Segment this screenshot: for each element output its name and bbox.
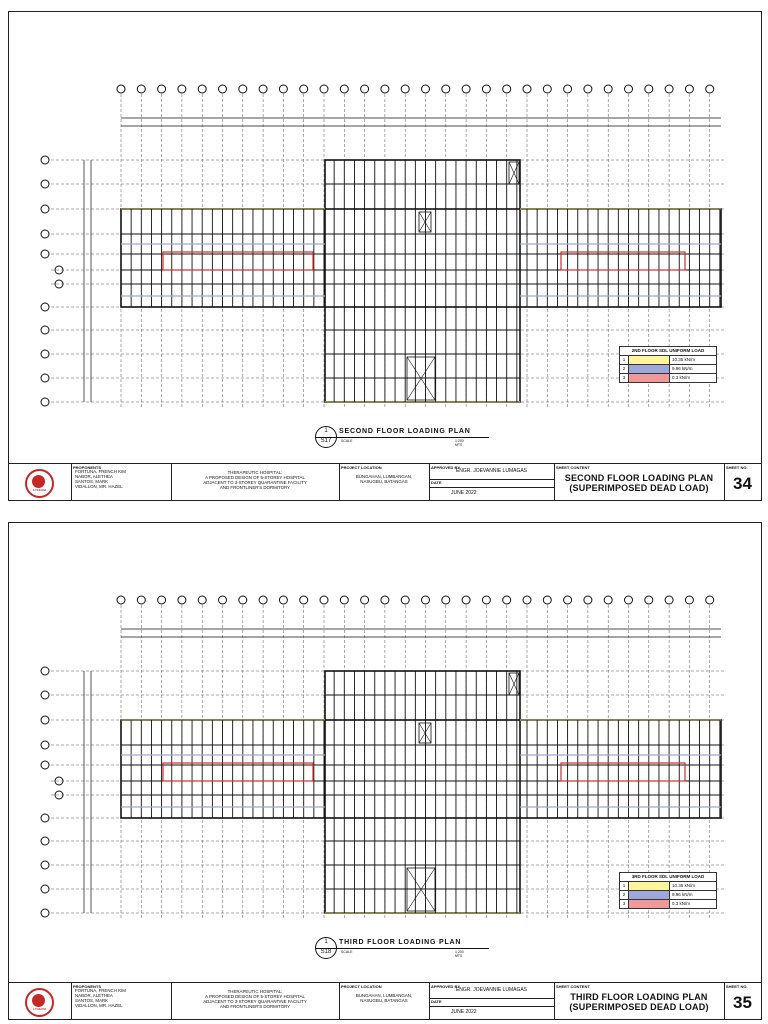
sheet-subtitle: (SUPERIMPOSED DEAD LOAD) — [569, 483, 709, 493]
grid-bubble — [462, 85, 470, 93]
approved-label: APPROVED BY — [431, 984, 461, 989]
corridor-load — [561, 252, 685, 270]
grid-bubble — [239, 596, 247, 604]
approved-value: ENGR. JOEVANNIE LUMAGAS — [455, 987, 528, 993]
legend-row — [620, 356, 716, 365]
approved-value: ENGR. JOEVANNIE LUMAGAS — [455, 468, 528, 474]
grid-bubble — [178, 596, 186, 604]
grid-bubble — [158, 596, 166, 604]
grid-bubble — [219, 596, 227, 604]
proponent: SANTOS, MARK — [75, 998, 109, 1003]
title-block — [9, 982, 761, 1019]
grid-bubble — [41, 205, 49, 213]
proponent: VIDALLON, MR. HAZEL — [75, 484, 123, 489]
project-line: ADJACENT TO 3-STOREY QUARANTINE FACILITY — [203, 999, 307, 1004]
legend-value: 0.3 kN/m — [672, 375, 691, 380]
legend-swatch — [629, 365, 670, 373]
grid-bubble — [401, 85, 409, 93]
sheet-no-cell — [724, 983, 761, 1019]
university-logo: LYCEUM — [25, 988, 54, 1017]
grid-bubble — [41, 230, 49, 238]
sheet-no-cell — [724, 464, 761, 500]
approved-label: APPROVED BY — [431, 465, 461, 470]
legend-index: 1 — [620, 882, 629, 890]
legend-row — [620, 374, 716, 382]
grid-bubble — [300, 85, 308, 93]
grid-bubble — [41, 156, 49, 164]
sheet-no-label: SHEET NO. — [726, 465, 748, 470]
grid-bubble — [41, 374, 49, 382]
legend-index: 2 — [620, 365, 629, 373]
grid-bubble — [117, 596, 125, 604]
grid-bubble — [239, 85, 247, 93]
grid-bubble — [137, 596, 145, 604]
grid-bubble — [198, 85, 206, 93]
project-cell — [171, 464, 340, 500]
proponents-label: PROPONENTS — [73, 465, 102, 470]
legend-row — [620, 882, 716, 891]
grid-bubble — [259, 596, 267, 604]
grid-bubble — [320, 596, 328, 604]
grid-bubble — [259, 85, 267, 93]
university-logo: LYCEUM — [25, 469, 54, 498]
grid-bubble — [543, 85, 551, 93]
grid-bubble — [503, 596, 511, 604]
legend-swatch — [629, 882, 670, 890]
sheet-no-label: SHEET NO. — [726, 984, 748, 989]
project-line: THERAPEUTIC HOSPITAL: — [227, 989, 283, 994]
legend-index: 2 — [620, 891, 629, 899]
grid-bubble — [41, 398, 49, 406]
sheet-number: 35 — [733, 993, 752, 1012]
floor-plan-drawing — [9, 523, 761, 983]
grid-bubble — [442, 85, 450, 93]
grid-bubble — [523, 596, 531, 604]
grid-bubble — [340, 596, 348, 604]
grid-bubble — [300, 596, 308, 604]
grid-bubble — [381, 85, 389, 93]
plan-reference-bubble — [315, 426, 337, 448]
grid-bubble — [482, 85, 490, 93]
proponent: FORTUNA, FRENCH KIM — [75, 988, 126, 993]
grid-bubble — [685, 85, 693, 93]
proponent: VIDALLON, MR. HAZEL — [75, 1003, 123, 1008]
project-line: AND FRONTLINER'S DORMITORY — [219, 485, 291, 490]
plan-title: THIRD FLOOR LOADING PLAN — [339, 939, 462, 946]
grid-bubble — [41, 761, 49, 769]
grid-bubble — [401, 596, 409, 604]
proponent: NABOR, ALETHEA — [75, 993, 113, 998]
sheet-content-label: SHEET CONTENT — [556, 465, 590, 470]
grid-bubble — [523, 85, 531, 93]
scale-value: 1:200 MTS — [455, 950, 464, 958]
legend-title: 3RD FLOOR SDL UNIFORM LOAD — [620, 873, 716, 882]
proponents-cell — [71, 983, 172, 1019]
corridor-load — [163, 763, 313, 781]
grid-bubble — [41, 180, 49, 188]
load-legend — [619, 346, 717, 383]
grid-bubble — [41, 861, 49, 869]
grid-bubble — [543, 596, 551, 604]
grid-bubble — [482, 596, 490, 604]
logo-cell — [9, 464, 72, 500]
grid-bubble — [41, 885, 49, 893]
floor-plan-drawing — [9, 12, 761, 464]
date-label: DATE — [431, 480, 442, 485]
location-label: PROJECT LOCATION — [341, 984, 382, 989]
grid-bubble — [604, 85, 612, 93]
proponent: NABOR, ALETHEA — [75, 474, 113, 479]
grid-bubble — [665, 596, 673, 604]
grid-bubble — [503, 85, 511, 93]
sheet-content-cell — [554, 983, 725, 1019]
grid-bubble — [361, 596, 369, 604]
approval-cell — [429, 464, 555, 500]
proponent: FORTUNA, FRENCH KIM — [75, 469, 126, 474]
plan-number: 1 — [324, 939, 328, 945]
grid-bubble — [706, 596, 714, 604]
corridor-load — [561, 763, 685, 781]
grid-bubble — [41, 350, 49, 358]
date-value: JUNE 2022 — [451, 1009, 477, 1015]
grid-bubble — [462, 596, 470, 604]
proponents-cell — [71, 464, 172, 500]
grid-bubble — [625, 596, 633, 604]
grid-bubble — [41, 814, 49, 822]
sheet-subtitle: (SUPERIMPOSED DEAD LOAD) — [569, 1002, 709, 1012]
grid-bubble — [158, 85, 166, 93]
date-label: DATE — [431, 999, 442, 1004]
grid-bubble — [41, 909, 49, 917]
sheet-title: THIRD FLOOR LOADING PLAN — [570, 992, 708, 1002]
project-line: AND FRONTLINER'S DORMITORY — [219, 1004, 291, 1009]
grid-bubble — [706, 85, 714, 93]
location-line: NASUGBU, BATANGAS — [360, 479, 408, 484]
plan-ref: S18 — [316, 948, 336, 955]
grid-bubble — [604, 596, 612, 604]
grid-bubble — [442, 596, 450, 604]
project-line: A PROPOSED DESIGN OF 5-STOREY HOSPITAL — [205, 994, 305, 999]
plan-number: 1 — [324, 428, 328, 434]
drawing-sheet-2 — [8, 522, 762, 1020]
sheet-content-label: SHEET CONTENT — [556, 984, 590, 989]
grid-bubble — [361, 85, 369, 93]
grid-bubble — [645, 596, 653, 604]
grid-bubble — [137, 85, 145, 93]
legend-value: 9.96 kN/m — [672, 366, 693, 371]
grid-bubble — [422, 596, 430, 604]
proponents-label: PROPONENTS — [73, 984, 102, 989]
scale-value: 1:200 MTS — [455, 439, 464, 447]
scale-label: SCALE — [341, 950, 353, 954]
location-cell — [339, 464, 430, 500]
sheet-number: 34 — [733, 474, 752, 493]
grid-bubble — [219, 85, 227, 93]
grid-bubble — [422, 85, 430, 93]
grid-bubble — [564, 85, 572, 93]
legend-swatch — [629, 374, 670, 382]
grid-bubble — [41, 326, 49, 334]
grid-bubble — [178, 85, 186, 93]
location-label: PROJECT LOCATION — [341, 465, 382, 470]
grid-bubble — [685, 596, 693, 604]
grid-bubble — [198, 596, 206, 604]
grid-bubble — [625, 85, 633, 93]
project-line: THERAPEUTIC HOSPITAL: — [227, 470, 283, 475]
grid-bubble — [381, 596, 389, 604]
grid-bubble — [41, 691, 49, 699]
legend-swatch — [629, 356, 670, 364]
grid-bubble — [279, 85, 287, 93]
legend-row — [620, 900, 716, 908]
plan-title: SECOND FLOOR LOADING PLAN — [339, 428, 471, 435]
grid-bubble — [41, 741, 49, 749]
grid-bubble — [41, 837, 49, 845]
load-legend — [619, 872, 717, 909]
grid-bubble — [41, 716, 49, 724]
legend-row — [620, 365, 716, 374]
location-line: BUNGAHAN, LUMBANGAN, — [355, 474, 413, 479]
logo-cell — [9, 983, 72, 1019]
grid-bubble — [645, 85, 653, 93]
building-outline — [121, 720, 721, 818]
title-block — [9, 463, 761, 500]
date-value: JUNE 2022 — [451, 490, 477, 496]
sheet-content-cell — [554, 464, 725, 500]
grid-bubble — [584, 596, 592, 604]
legend-title: 2ND FLOOR SDL UNIFORM LOAD — [620, 347, 716, 356]
grid-bubble — [340, 85, 348, 93]
grid-bubble — [584, 85, 592, 93]
grid-bubble — [117, 85, 125, 93]
building-outline — [121, 209, 721, 307]
scale-label: SCALE — [341, 439, 353, 443]
corridor-load — [163, 252, 313, 270]
location-line: BUNGAHAN, LUMBANGAN, — [355, 993, 413, 998]
grid-bubble — [41, 250, 49, 258]
grid-bubble — [41, 667, 49, 675]
legend-swatch — [629, 900, 670, 908]
plan-ref: S17 — [316, 437, 336, 444]
legend-value: 10.35 kN/m — [672, 357, 696, 362]
legend-row — [620, 891, 716, 900]
sheet-title: SECOND FLOOR LOADING PLAN — [564, 473, 714, 483]
project-cell — [171, 983, 340, 1019]
project-line: A PROPOSED DESIGN OF 5-STOREY HOSPITAL — [205, 475, 305, 480]
legend-index: 3 — [620, 900, 629, 908]
location-cell — [339, 983, 430, 1019]
location-line: NASUGBU, BATANGAS — [360, 998, 408, 1003]
legend-index: 3 — [620, 374, 629, 382]
legend-index: 1 — [620, 356, 629, 364]
project-line: ADJACENT TO 3-STOREY QUARANTINE FACILITY — [203, 480, 307, 485]
legend-value: 9.96 kN/m — [672, 892, 693, 897]
grid-bubble — [564, 596, 572, 604]
grid-bubble — [41, 303, 49, 311]
legend-value: 10.35 kN/m — [672, 883, 696, 888]
legend-value: 0.3 kN/m — [672, 901, 691, 906]
grid-bubble — [665, 85, 673, 93]
grid-bubble — [279, 596, 287, 604]
approval-cell — [429, 983, 555, 1019]
drawing-sheet-1 — [8, 11, 762, 501]
plan-reference-bubble — [315, 937, 337, 959]
grid-bubble — [320, 85, 328, 93]
legend-swatch — [629, 891, 670, 899]
proponent: SANTOS, MARK — [75, 479, 109, 484]
